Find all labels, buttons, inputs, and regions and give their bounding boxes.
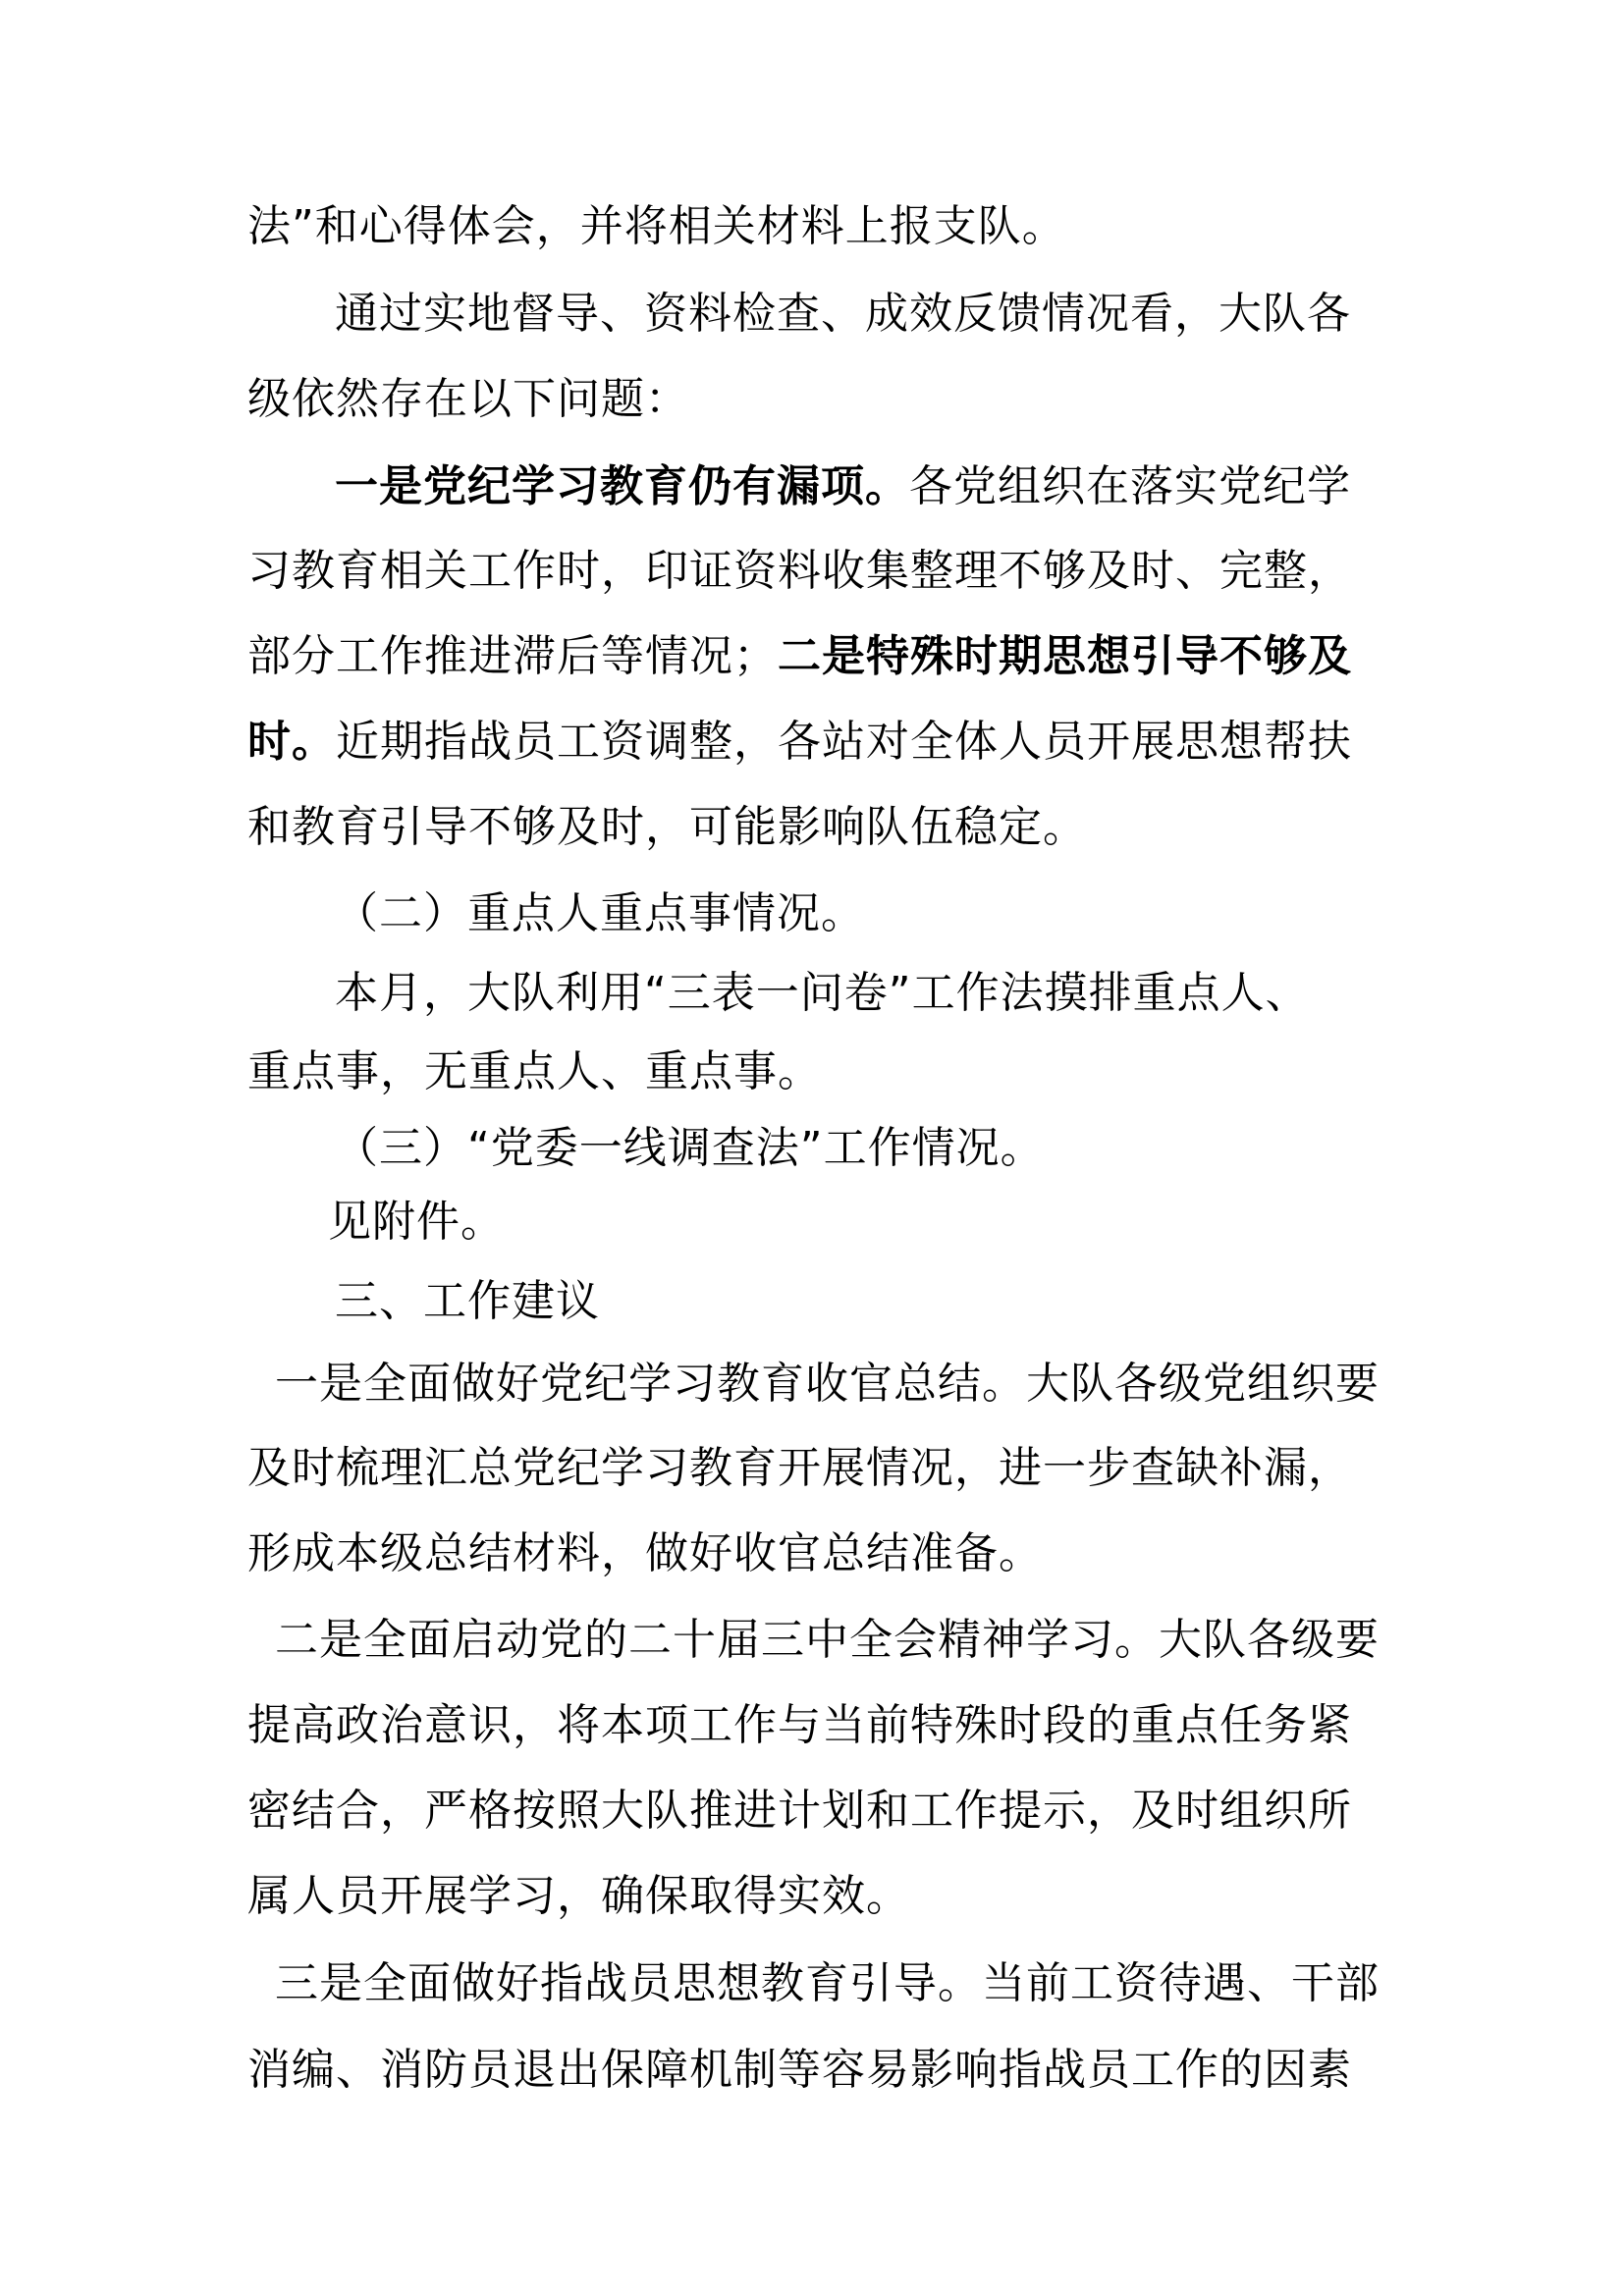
- text-run: 一是全面做好党纪学习教育收官总结。大队各级党组织要: [275, 1359, 1380, 1409]
- text-run: 消编、消防员退出保障机制等容易影响指战员工作的因素: [247, 2045, 1352, 2095]
- text-line: [247, 1698, 1352, 1753]
- text-line: [247, 1869, 910, 1924]
- text-line: [247, 1441, 1352, 1496]
- text-run: 通过实地督导、资料检查、成效反馈情况看，大队各: [335, 289, 1351, 339]
- text-run: 习教育相关工作时，印证资料收集整理不够及时、完整，: [247, 546, 1352, 596]
- section-heading: 三、工作建议: [335, 1276, 600, 1326]
- text-run: 法”和心得体会，并将相关材料上报支队。: [247, 201, 1066, 251]
- text-line: [335, 1121, 1045, 1176]
- text-run: 各党组织在落实党纪学: [909, 461, 1351, 511]
- text-line: [247, 544, 1352, 599]
- text-run: 级依然存在以下问题：: [247, 374, 689, 424]
- text-line: [335, 459, 1351, 514]
- text-run: 形成本级总结材料，做好收官总结准备。: [247, 1528, 1043, 1578]
- text-run: 近期指战员工资调整，各站对全体人员开展思想帮扶: [336, 717, 1352, 767]
- text-line: [335, 287, 1351, 342]
- text-run: 二是全面启动党的二十届三中全会精神学习。大队各级要: [275, 1615, 1380, 1665]
- text-run: 及时梳理汇总党纪学习教育开展情况，进一步查缺补漏，: [247, 1443, 1352, 1493]
- text-line: [247, 629, 1352, 684]
- text-line: [247, 372, 689, 427]
- text-run: 密结合，严格按照大队推进计划和工作提示，及时组织所: [247, 1786, 1352, 1836]
- text-run: 三是全面做好指战员思想教育引导。当前工资待遇、干部: [275, 1958, 1380, 2008]
- section-subheading: （三）“党委一线调查法”工作情况。: [335, 1123, 1045, 1173]
- bold-heading-run: 时。: [247, 717, 336, 767]
- text-line: [335, 1274, 600, 1329]
- text-line: [247, 199, 1066, 254]
- text-run: 部分工作推进滞后等情况；: [247, 631, 778, 681]
- text-line: [328, 1195, 505, 1250]
- text-run: 提高政治意识，将本项工作与当前特殊时段的重点任务紧: [247, 1700, 1352, 1750]
- text-line: [335, 966, 1310, 1021]
- text-line: [247, 800, 1087, 855]
- section-subheading: （二）重点人重点事情况。: [335, 888, 865, 938]
- text-line: [275, 1613, 1380, 1668]
- text-line: [247, 2043, 1352, 2098]
- text-line: [335, 886, 865, 941]
- text-line: [247, 1784, 1352, 1839]
- text-run: 和教育引导不够及时，可能影响队伍稳定。: [247, 802, 1087, 852]
- text-line: [275, 1956, 1380, 2011]
- bold-heading-run: 二是特殊时期思想引导不够及: [778, 631, 1352, 681]
- text-run: 重点事，无重点人、重点事。: [247, 1046, 822, 1096]
- text-line: [275, 1357, 1380, 1412]
- bold-heading-run: 一是党纪学习教育仍有漏项。: [335, 461, 909, 511]
- text-line: [247, 715, 1352, 770]
- text-line: [247, 1526, 1043, 1581]
- text-line: [247, 1044, 822, 1099]
- text-run: 属人员开展学习，确保取得实效。: [247, 1871, 910, 1921]
- text-run: 见附件。: [328, 1197, 505, 1247]
- text-run: 本月，大队利用“三表一问卷”工作法摸排重点人、: [335, 968, 1310, 1018]
